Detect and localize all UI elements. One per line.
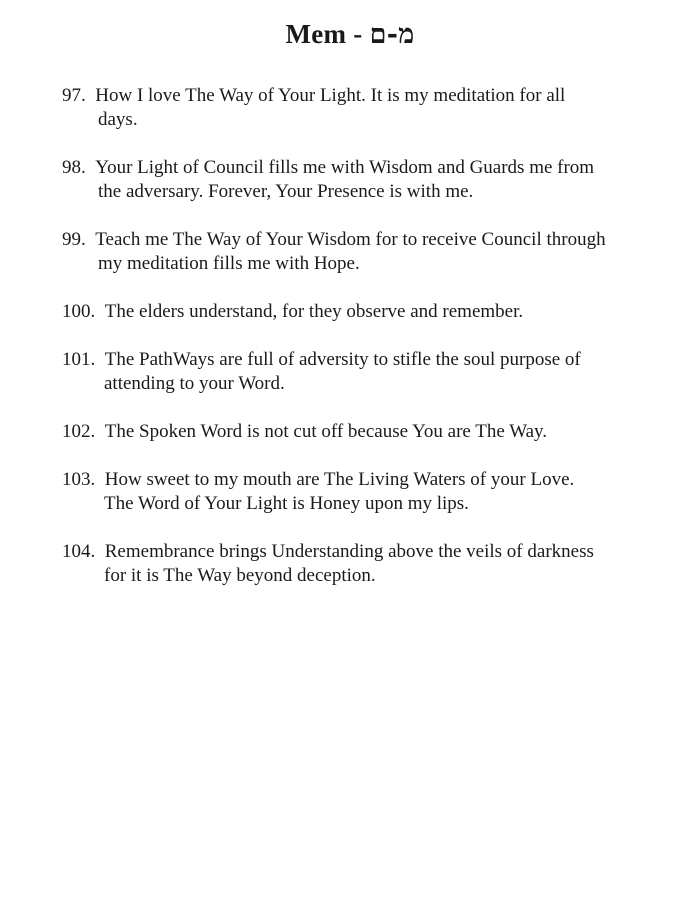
- verse-text: Teach me The Way of Your Wisdom for to receive Council through: [95, 229, 606, 250]
- verse-line-1: [62, 540, 682, 564]
- verse-text: Remembrance brings Understanding above the veils of darkness: [104, 541, 594, 562]
- verse-text: The Spoken Word is not cut off because You are The Way.: [104, 421, 548, 442]
- verse-97: [62, 84, 682, 132]
- verse-line-2: for it is The Way beyond deception.: [104, 565, 376, 586]
- page-title: [0, 18, 700, 51]
- verse-number: 102.: [62, 421, 96, 442]
- verse-number: 98.: [62, 157, 86, 178]
- title-latin: Mem: [285, 19, 347, 49]
- verse-line-2: the adversary. Forever, Your Presence is with me.: [98, 181, 474, 202]
- verse-line-2: days.: [98, 109, 138, 130]
- verse-list: [62, 84, 682, 612]
- verse-line-1: [62, 348, 682, 372]
- verse-99: [62, 228, 682, 276]
- verse-101: [62, 348, 682, 396]
- verse-number: 101.: [62, 349, 96, 370]
- verse-line-1: [62, 156, 682, 180]
- verse-text: The PathWays are full of adversity to stifle the soul purpose of: [104, 349, 581, 370]
- verse-line-2: my meditation fills me with Hope.: [98, 253, 360, 274]
- verse-line-1: [62, 300, 682, 324]
- verse-text: How sweet to my mouth are The Living Waters of your Love.: [104, 469, 575, 490]
- verse-number: 103.: [62, 469, 96, 490]
- verse-100: [62, 300, 682, 324]
- verse-line-1: [62, 468, 682, 492]
- verse-line-1: [62, 228, 682, 252]
- verse-104: [62, 540, 682, 588]
- verse-number: 97.: [62, 85, 86, 106]
- title-hebrew: מ-ם: [369, 19, 415, 50]
- verse-98: [62, 156, 682, 204]
- verse-text: Your Light of Council fills me with Wisdom and Guards me from: [95, 157, 595, 178]
- verse-102: [62, 420, 682, 444]
- verse-line-1: [62, 420, 682, 444]
- verse-number: 100.: [62, 301, 96, 322]
- verse-number: 104.: [62, 541, 96, 562]
- verse-text: The elders understand, for they observe and remember.: [104, 301, 524, 322]
- verse-103: [62, 468, 682, 516]
- verse-line-1: [62, 84, 682, 108]
- verse-text: How I love The Way of Your Light. It is my meditation for all: [95, 85, 566, 106]
- verse-line-2: attending to your Word.: [104, 373, 285, 394]
- verse-line-2: The Word of Your Light is Honey upon my lips.: [104, 493, 469, 514]
- verse-number: 99.: [62, 229, 86, 250]
- title-separator: -: [353, 19, 363, 49]
